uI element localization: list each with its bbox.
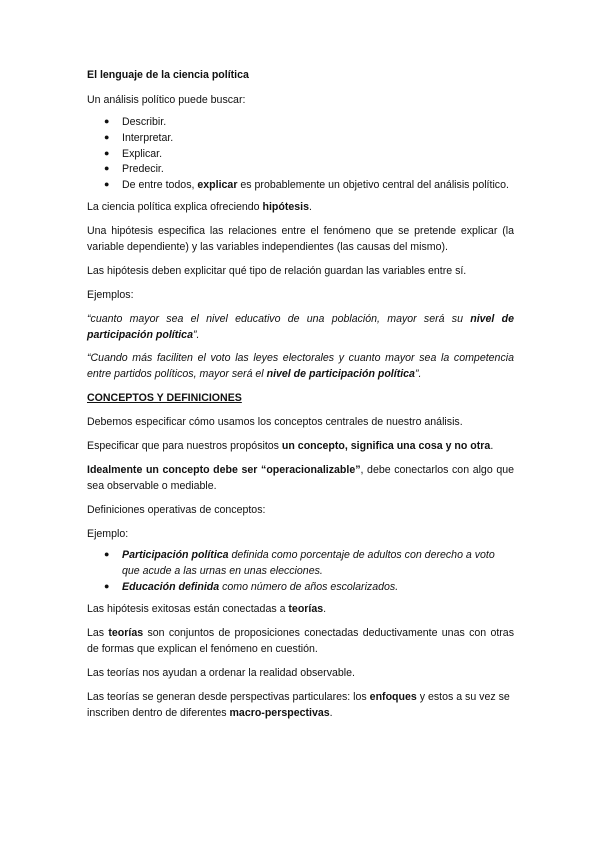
bullet-icon: ● xyxy=(104,581,110,592)
document-body xyxy=(87,68,514,730)
specify-paragraph: Debemos especificar cómo usamos los conceptos centrales de nuestro análisis. xyxy=(87,416,463,429)
bullet-icon: ● xyxy=(104,163,110,174)
successful-paragraph: Las hipótesis exitosas están conectadas a teorías. xyxy=(87,603,327,616)
perspectives-paragraph: Las teorías se generan desde perspectivas particulares: los enfoques y estos a su vez se inscriben dentro de diferentes macro-perspectivas. xyxy=(87,690,510,719)
explains-paragraph: La ciencia política explica ofreciendo hipótesis. xyxy=(87,201,312,214)
theories-paragraph: Las teorías son conjuntos de proposiciones conectadas deductivamente unas con otras de formas que explican el fenómeno en cuestión. xyxy=(87,627,514,655)
bullet-icon: ● xyxy=(104,131,110,142)
list-item: ● De entre todos, explicar es probablemente un objetivo central del análisis político. xyxy=(104,179,509,192)
section-heading: CONCEPTOS Y DEFINICIONES xyxy=(87,392,242,405)
definitions-list xyxy=(87,548,514,596)
bullet-icon: ● xyxy=(104,179,110,190)
list-item: ● Interpretar. xyxy=(104,131,174,144)
example-quote-1: “cuanto mayor sea el nivel educativo de una población, mayor será su nivel de participación política”. xyxy=(87,312,514,341)
example-quote-2: “Cuando más faciliten el voto las leyes electorales y cuanto mayor sea la competencia entre partidos políticos, mayor será el nivel de participación política”. xyxy=(87,352,514,381)
list-item: ● Describir. xyxy=(104,115,167,128)
intro-paragraph: Un análisis político puede buscar: xyxy=(87,93,246,106)
purposes-paragraph: Especificar que para nuestros propósitos un concepto, significa una cosa y no otra. xyxy=(87,440,494,453)
document-title: El lenguaje de la ciencia política xyxy=(87,69,249,81)
list-item: ● Educación definida como número de años escolarizados. xyxy=(104,581,399,594)
order-paragraph: Las teorías nos ayudan a ordenar la realidad observable. xyxy=(87,666,355,679)
bullet-icon: ● xyxy=(104,549,110,560)
operationalizable-paragraph: Idealmente un concepto debe ser “operacionalizable”, debe conectarlos con algo que sea observable o mediable. xyxy=(87,463,514,492)
example-label: Ejemplo: xyxy=(87,527,129,540)
bullet-icon: ● xyxy=(104,147,110,158)
definitions-paragraph: Definiciones operativas de conceptos: xyxy=(87,503,266,516)
list-item: ● Predecir. xyxy=(104,163,164,176)
examples-label: Ejemplos: xyxy=(87,288,134,301)
bullet-icon: ● xyxy=(104,115,110,126)
objectives-list xyxy=(87,115,514,194)
relation-paragraph: Las hipótesis deben explicitar qué tipo de relación guardan las variables entre sí. xyxy=(87,264,467,277)
list-item: ● Explicar. xyxy=(104,147,163,160)
hypothesis-paragraph: Una hipótesis especifica las relaciones entre el fenómeno que se pretende explicar (la variable dependiente) y las variables independientes (las causas del mismo). xyxy=(87,225,514,254)
list-item: ● Participación política definida como porcentaje de adultos con derecho a voto que acude a las urnas en unas elecciones. xyxy=(104,549,495,578)
